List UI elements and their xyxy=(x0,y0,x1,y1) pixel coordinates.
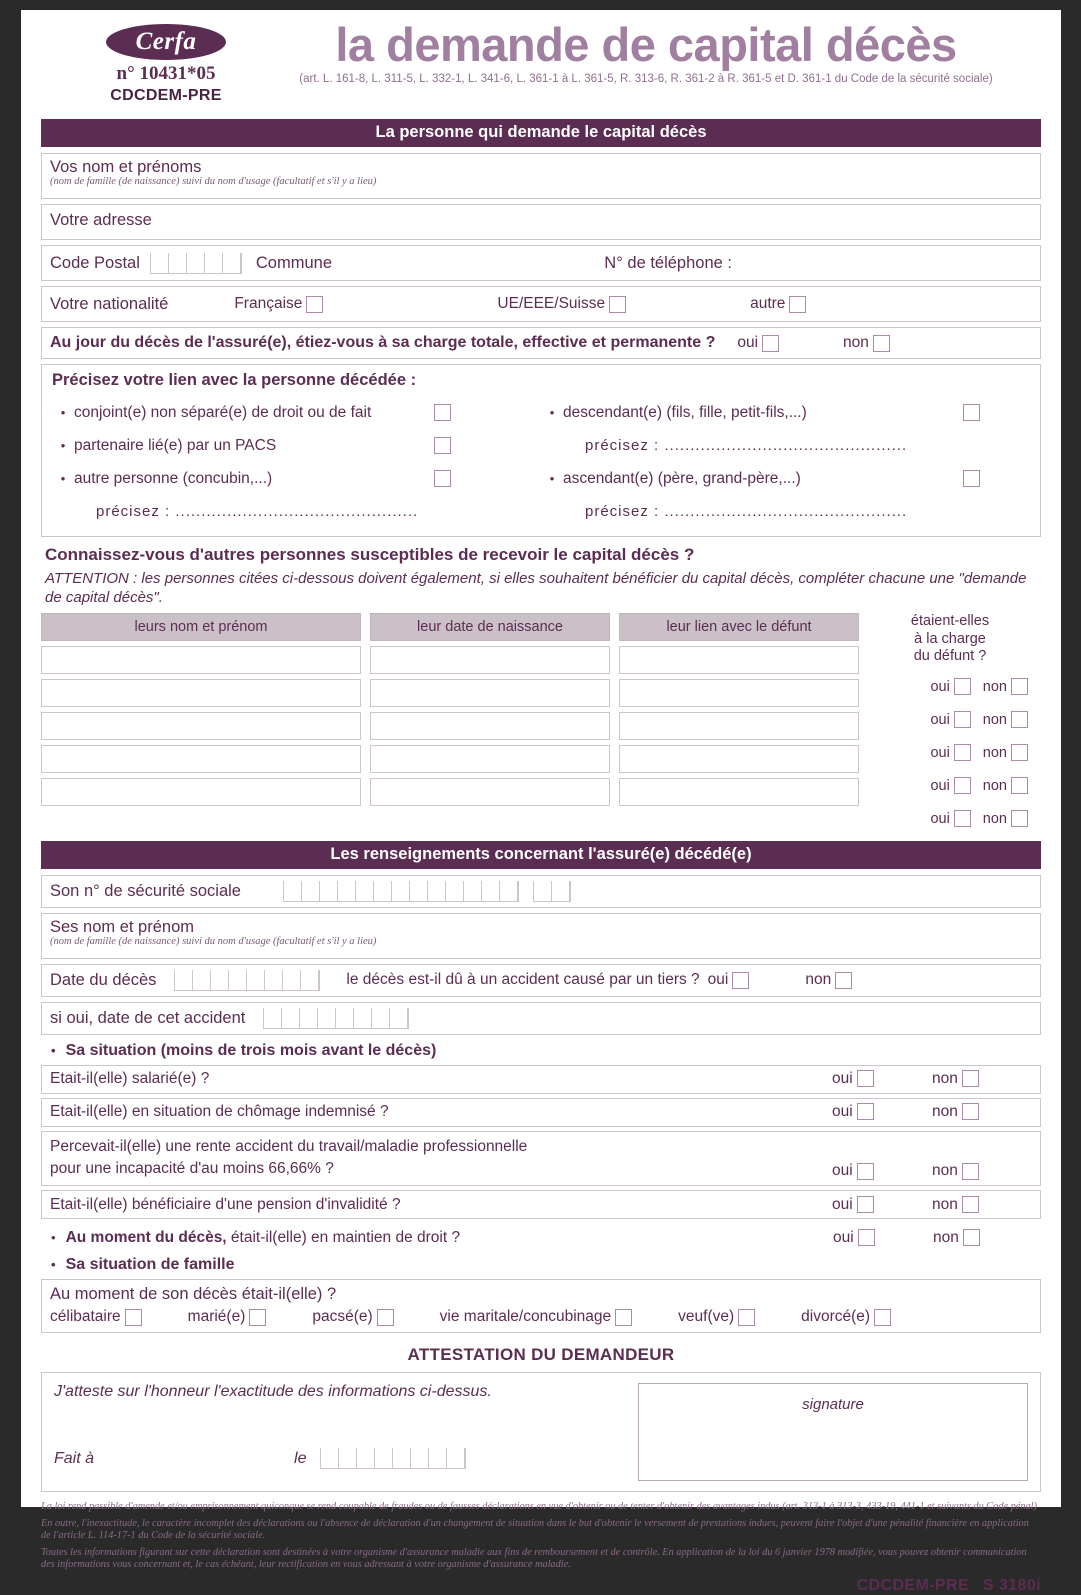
nationality-ue-checkbox[interactable] xyxy=(609,296,626,313)
maintien-bold-text: Au moment du décès, xyxy=(65,1228,227,1246)
question-text-wrapper xyxy=(50,1136,832,1181)
ssn-row xyxy=(41,875,1041,908)
charge-yes-label: oui xyxy=(930,810,950,827)
situation-heading xyxy=(51,1042,1041,1060)
ssn-label: Son n° de sécurité sociale xyxy=(50,881,241,900)
charge-yes-checkbox[interactable] xyxy=(954,810,971,827)
relationship-option-label: partenaire lié(e) par un PACS xyxy=(74,436,277,454)
applicant-address-label: Votre adresse xyxy=(50,211,152,229)
no-label: non xyxy=(932,1195,958,1213)
annuity-no-checkbox[interactable] xyxy=(962,1163,979,1180)
maintien-yes-checkbox[interactable] xyxy=(858,1229,875,1246)
section-header-applicant: La personne qui demande le capital décès xyxy=(41,119,1041,147)
relationship-left-column xyxy=(52,396,541,528)
other-persons-table xyxy=(41,613,1041,832)
table-row[interactable] xyxy=(41,745,361,773)
relationship-option-descendant[interactable] xyxy=(541,396,1030,429)
commune-label: Commune xyxy=(255,253,333,272)
no-label: non xyxy=(932,1070,958,1088)
family-status-question: Au moment de son décès était-il(elle) ? xyxy=(50,1285,337,1304)
question-yes xyxy=(832,1103,932,1121)
charge-row xyxy=(868,706,1032,734)
accident-date-label: si oui, date de cet accident xyxy=(50,1008,246,1027)
relationship-option-spouse[interactable] xyxy=(52,396,541,429)
question-no xyxy=(932,1196,1032,1214)
status-pacse-checkbox[interactable] xyxy=(377,1309,394,1326)
salaried-yes-checkbox[interactable] xyxy=(857,1070,874,1087)
charge-no-checkbox[interactable] xyxy=(1011,678,1028,695)
deceased-name-label: Ses nom et prénom xyxy=(50,917,194,936)
no-label: non xyxy=(933,1228,959,1246)
attestation-title: ATTESTATION DU DEMANDEUR xyxy=(407,1345,675,1365)
family-option-label: divorcé(e) xyxy=(801,1308,871,1326)
charge-no-checkbox[interactable] xyxy=(1011,744,1028,761)
charge-header-line1: étaient-elles xyxy=(910,613,990,630)
table-row[interactable] xyxy=(619,679,859,707)
maintien-no-checkbox[interactable] xyxy=(963,1229,980,1246)
charge-yes-label: oui xyxy=(930,777,950,794)
table-column-charge xyxy=(868,613,1032,832)
footnote-financial-penalty: En outre, l'inexactitude, le caractère incomplet des déclarations ou l'absence de déclaration d'un changement de situation dans le but d'obtenir le versement de prestations indues, peuvent faire l'objet d'une pénalité financière en application de l'article L. 114-17-1 du Code de la sécurité sociale. xyxy=(41,1518,1029,1542)
attestation-place-date-row xyxy=(54,1448,466,1469)
question-no xyxy=(932,1162,1032,1180)
family-heading-text: Sa situation de famille xyxy=(65,1256,235,1274)
family-option-label: pacsé(e) xyxy=(312,1308,373,1326)
question-text-line2: pour une incapacité d'au moins 66,66% ? xyxy=(50,1160,334,1178)
charge-header-line3: du défunt ? xyxy=(913,648,987,665)
relationship-option-label: descendant(e) (fils, fille, petit-fils,...) xyxy=(563,403,807,421)
question-disability-annuity xyxy=(41,1131,1041,1187)
charge-no-label: non xyxy=(982,777,1007,794)
status-marie-checkbox[interactable] xyxy=(249,1309,266,1326)
status-divorce-checkbox[interactable] xyxy=(874,1309,891,1326)
yes-label: oui xyxy=(833,1228,854,1246)
table-header-name: leurs nom et prénom xyxy=(41,613,361,641)
family-option-label: marié(e) xyxy=(187,1308,246,1326)
applicant-name-label: Vos nom et prénoms xyxy=(50,158,202,176)
table-row[interactable] xyxy=(370,712,610,740)
charge-yes-checkbox[interactable] xyxy=(954,678,971,695)
status-veuf-checkbox[interactable] xyxy=(738,1309,755,1326)
death-date-label: Date du décès xyxy=(50,970,157,989)
relationship-title: Précisez votre lien avec la personne décédée : xyxy=(52,371,417,389)
question-text-line1: Percevait-il(elle) une rente accident du travail/maladie professionnelle xyxy=(50,1137,528,1155)
dependency-question-row xyxy=(41,327,1041,359)
question-no xyxy=(933,1229,1033,1247)
bullet-icon: • xyxy=(51,1229,56,1245)
table-row[interactable] xyxy=(41,646,361,674)
table-row[interactable] xyxy=(41,778,361,806)
table-row[interactable] xyxy=(370,646,610,674)
table-row[interactable] xyxy=(370,745,610,773)
table-row[interactable] xyxy=(619,712,859,740)
third-party-yes-checkbox[interactable] xyxy=(732,972,749,989)
death-date-row xyxy=(41,964,1041,997)
relationship-option-label: autre personne (concubin,...) xyxy=(74,469,273,487)
question-no xyxy=(932,1103,1032,1121)
question-yes xyxy=(832,1070,932,1088)
question-text: Etait-il(elle) salarié(e) ? xyxy=(50,1070,210,1088)
phone-label: N° de téléphone : xyxy=(604,253,732,272)
charge-row xyxy=(868,805,1032,833)
nationality-ue-label: UE/EEE/Suisse xyxy=(497,295,606,312)
deceased-name-hint: (nom de famille (de naissance) suivi du nom d'usage (facultatif et s'il y a lieu) xyxy=(50,935,377,947)
footer-form-code: CDCDEM-PRE xyxy=(856,1577,970,1595)
attestation-block xyxy=(41,1372,1041,1492)
bullet-icon: • xyxy=(60,405,66,420)
question-text: Etait-il(elle) en situation de chômage indemnisé ? xyxy=(50,1103,389,1121)
nationality-other-label: autre xyxy=(750,295,786,312)
table-column-birthdates xyxy=(370,613,610,832)
charge-yes-label: oui xyxy=(930,711,950,728)
dependency-no-checkbox[interactable] xyxy=(873,335,890,352)
death-date-input[interactable] xyxy=(174,970,320,991)
dependency-question-text: Au jour du décès de l'assuré(e), étiez-vous à sa charge totale, effective et permanente ? xyxy=(50,334,716,351)
status-celibataire-checkbox[interactable] xyxy=(125,1309,142,1326)
attestation-statement: J'atteste sur l'honneur l'exactitude des informations ci-dessus. xyxy=(54,1383,492,1401)
le-label: le xyxy=(294,1449,307,1467)
annuity-yes-checkbox[interactable] xyxy=(857,1163,874,1180)
deceased-name-field[interactable] xyxy=(41,913,1041,959)
question-invalidity-pension xyxy=(41,1190,1041,1219)
table-row[interactable] xyxy=(41,679,361,707)
third-party-yes-label: oui xyxy=(707,971,729,989)
relationship-right-column xyxy=(541,396,1030,528)
question-text-wrapper xyxy=(51,1229,833,1247)
relationship-left-precisez[interactable]: précisez : ............................................... xyxy=(96,503,419,520)
pension-no-checkbox[interactable] xyxy=(962,1196,979,1213)
other-persons-question: Connaissez-vous d'autres personnes susceptibles de recevoir le capital décès ? xyxy=(45,545,695,564)
other-persons-attention: ATTENTION : les personnes citées ci-dessous doivent également, si elles souhaitent bénéficier du capital décès, compléter chacune une "demande de capital décès". xyxy=(45,570,1027,607)
bullet-icon: • xyxy=(60,471,66,486)
family-heading xyxy=(51,1256,1041,1274)
yes-label: oui xyxy=(832,1162,853,1180)
table-header-charge xyxy=(868,613,1032,667)
nationality-row xyxy=(41,286,1041,322)
question-no xyxy=(932,1070,1032,1088)
yes-label: oui xyxy=(832,1195,853,1213)
table-row[interactable] xyxy=(41,712,361,740)
cerfa-logo: Cerfa xyxy=(106,24,226,60)
relationship-block xyxy=(41,364,1041,537)
yes-label: oui xyxy=(832,1070,853,1088)
family-status-options xyxy=(50,1308,1032,1326)
third-party-no-checkbox[interactable] xyxy=(835,972,852,989)
cerfa-identity-block xyxy=(76,24,256,105)
form-page xyxy=(21,10,1061,1595)
bullet-icon: • xyxy=(51,1042,56,1058)
attestation-date-input[interactable] xyxy=(320,1448,466,1469)
unemployment-yes-checkbox[interactable] xyxy=(857,1103,874,1120)
relationship-option-pacs[interactable] xyxy=(52,429,541,462)
maintien-rest-text: était-il(elle) en maintien de droit ? xyxy=(226,1228,461,1246)
table-header-birthdate: leur date de naissance xyxy=(370,613,610,641)
relationship-option-other[interactable] xyxy=(52,462,541,495)
nationality-french-label: Française xyxy=(234,295,303,312)
charge-yes-checkbox[interactable] xyxy=(954,711,971,728)
relationship-option-ascendant[interactable] xyxy=(541,462,1030,495)
charge-yes-label: oui xyxy=(930,678,950,695)
relationship-spouse-checkbox[interactable] xyxy=(434,404,451,421)
question-unemployment xyxy=(41,1098,1041,1127)
bullet-icon: • xyxy=(51,1257,56,1273)
third-party-accident-question: le décès est-il dû à un accident causé par un tiers ? xyxy=(346,971,700,989)
ssn-key-input[interactable] xyxy=(533,881,571,902)
question-maintien-de-droit xyxy=(41,1223,1041,1252)
pension-yes-checkbox[interactable] xyxy=(857,1196,874,1213)
table-row[interactable] xyxy=(619,646,859,674)
legal-reference: (art. L. 161-8, L. 311-5, L. 332-1, L. 341-6, L. 361-1 à L. 361-5, R. 313-6, R. 361-2 à R. 361-5 et D. 361-1 du Code de la sécurité sociale) xyxy=(299,72,993,85)
family-option-label: veuf(ve) xyxy=(678,1308,735,1326)
postal-code-input[interactable] xyxy=(150,253,242,274)
accident-date-input[interactable] xyxy=(263,1008,409,1029)
fait-a-label: Fait à xyxy=(54,1449,95,1467)
table-row[interactable] xyxy=(370,778,610,806)
question-text: Etait-il(elle) bénéficiaire d'une pension d'invalidité ? xyxy=(50,1195,401,1213)
table-row[interactable] xyxy=(619,745,859,773)
postal-commune-phone-row xyxy=(41,245,1041,281)
dependency-no-label: non xyxy=(843,334,869,351)
page-title: la demande de capital décès xyxy=(335,18,957,71)
bullet-icon: • xyxy=(60,438,66,453)
no-label: non xyxy=(932,1103,958,1121)
charge-no-label: non xyxy=(982,810,1007,827)
salaried-no-checkbox[interactable] xyxy=(962,1070,979,1087)
cerfa-form-code: CDCDEM-PRE xyxy=(110,87,222,104)
footer-codes xyxy=(41,1577,1041,1595)
relationship-option-label: ascendant(e) (père, grand-père,...) xyxy=(563,469,801,487)
legal-footnotes xyxy=(41,1501,1041,1571)
title-block xyxy=(251,20,1041,85)
relationship-ascendant-precisez[interactable]: précisez : ............................................... xyxy=(585,503,908,520)
charge-row xyxy=(868,739,1032,767)
charge-row xyxy=(868,673,1032,701)
attestation-left xyxy=(54,1383,638,1481)
relationship-other-checkbox[interactable] xyxy=(434,470,451,487)
charge-no-label: non xyxy=(982,711,1007,728)
footnote-penalties: La loi rend passible d'amende et/ou emprisonnement quiconque se rend coupable de fraudes ou de fausses déclarations en vue d'obtenir ou de tenter d'obtenir des avantages indus (art. 313-1 à 313-3, 433-19, 441-1 et suivants du Code pénal) xyxy=(41,1501,1037,1513)
question-yes xyxy=(833,1229,933,1247)
charge-row xyxy=(868,772,1032,800)
ssn-input[interactable] xyxy=(283,881,519,902)
applicant-name-hint: (nom de famille (de naissance) suivi du nom d'usage (facultatif et s'il y a lieu) xyxy=(50,176,377,187)
family-status-block xyxy=(41,1279,1041,1333)
question-yes xyxy=(832,1162,932,1180)
footer-reference-code: S 3180i xyxy=(983,1577,1041,1595)
applicant-name-field[interactable] xyxy=(41,153,1041,199)
charge-header-line2: à la charge xyxy=(914,630,986,647)
charge-no-label: non xyxy=(982,678,1007,695)
dependency-yes-checkbox[interactable] xyxy=(762,335,779,352)
accident-date-row xyxy=(41,1002,1041,1035)
relationship-ascendant-checkbox[interactable] xyxy=(963,470,980,487)
table-column-names xyxy=(41,613,361,832)
bullet-icon: • xyxy=(549,471,555,486)
table-row[interactable] xyxy=(619,778,859,806)
charge-no-checkbox[interactable] xyxy=(1011,711,1028,728)
charge-yes-checkbox[interactable] xyxy=(954,777,971,794)
nationality-label: Votre nationalité xyxy=(50,294,169,313)
status-concubinage-checkbox[interactable] xyxy=(615,1309,632,1326)
relationship-pacs-checkbox[interactable] xyxy=(434,437,451,454)
form-header xyxy=(41,20,1041,115)
charge-yes-checkbox[interactable] xyxy=(954,744,971,761)
relationship-option-label: conjoint(e) non séparé(e) de droit ou de fait xyxy=(74,403,372,421)
unemployment-no-checkbox[interactable] xyxy=(962,1103,979,1120)
applicant-address-field[interactable] xyxy=(41,204,1041,240)
signature-box[interactable]: signature xyxy=(638,1383,1028,1481)
nationality-french-checkbox[interactable] xyxy=(306,296,323,313)
relationship-descendant-checkbox[interactable] xyxy=(963,404,980,421)
bullet-icon: • xyxy=(549,405,555,420)
table-row[interactable] xyxy=(370,679,610,707)
cerfa-number: n° 10431*05 xyxy=(116,63,216,84)
question-salaried xyxy=(41,1065,1041,1094)
third-party-no-label: non xyxy=(805,971,832,989)
family-option-label: célibataire xyxy=(50,1308,121,1326)
no-label: non xyxy=(932,1162,958,1180)
question-yes xyxy=(832,1196,932,1214)
charge-yes-label: oui xyxy=(930,744,950,761)
section-header-deceased: Les renseignements concernant l'assuré(e) décédé(e) xyxy=(41,841,1041,869)
dependency-yes-label: oui xyxy=(737,334,759,351)
charge-no-label: non xyxy=(982,744,1007,761)
charge-no-checkbox[interactable] xyxy=(1011,810,1028,827)
table-header-relationship: leur lien avec le défunt xyxy=(619,613,859,641)
nationality-other-checkbox[interactable] xyxy=(789,296,806,313)
charge-no-checkbox[interactable] xyxy=(1011,777,1028,794)
table-column-relationship xyxy=(619,613,859,832)
postal-code-label: Code Postal xyxy=(50,253,140,272)
relationship-descendant-precisez[interactable]: précisez : ............................................... xyxy=(585,437,908,454)
situation-heading-text: Sa situation (moins de trois mois avant le décès) xyxy=(65,1041,437,1059)
family-option-label: vie maritale/concubinage xyxy=(439,1308,612,1326)
yes-label: oui xyxy=(832,1103,853,1121)
footnote-data-protection: Toutes les informations figurant sur cette déclaration sont destinées à votre organisme d'assurance maladie aux fins de remboursement et de contrôle. En application de la loi du 6 janvier 1978 modifiée, vous pouvez obtenir communication des informations vous concernant et, le cas échéant, leur rectification en vous adressant à votre organisme d'assurance maladie. xyxy=(41,1547,1027,1571)
